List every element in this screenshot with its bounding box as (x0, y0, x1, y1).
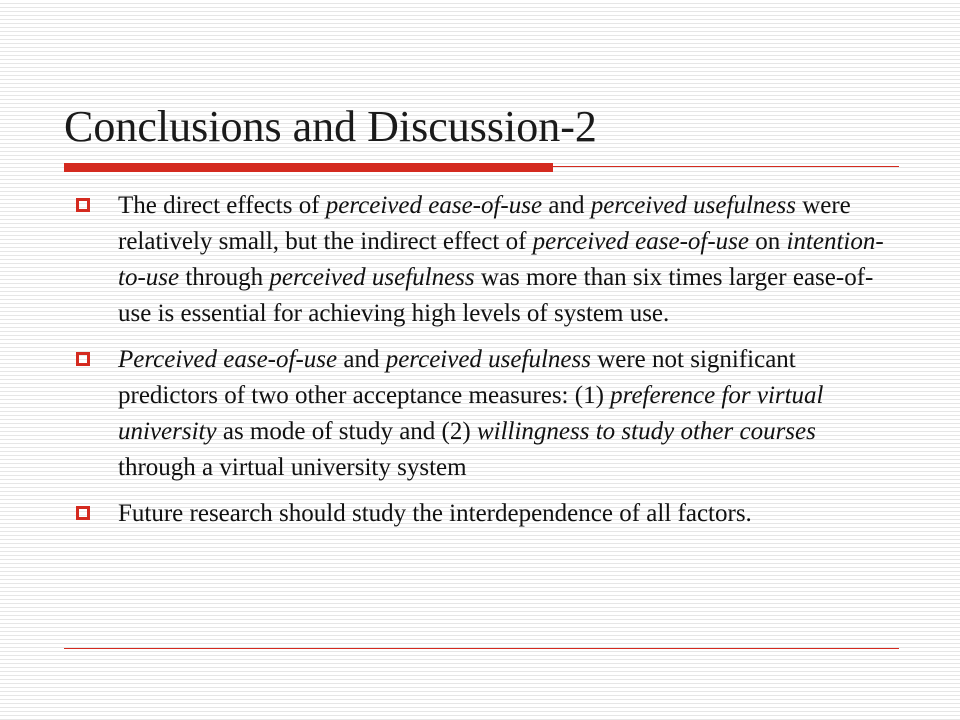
italic-term: perceived ease-of-use (532, 228, 749, 255)
text-segment: through a virtual university system (118, 454, 467, 481)
slide-title: Conclusions and Discussion-2 (64, 102, 597, 151)
text-segment: as mode of study and (2) (216, 418, 477, 445)
text-segment: through (179, 264, 270, 291)
title-underline-thin (553, 166, 899, 167)
footer-divider (64, 648, 899, 649)
text-segment: and (542, 192, 591, 219)
hollow-square-bullet-icon (76, 352, 90, 366)
hollow-square-bullet-icon (76, 506, 90, 520)
bullet-text (118, 346, 824, 481)
italic-term: perceived usefulness (385, 346, 591, 373)
text-segment: Future research should study the interdependence of all factors. (118, 500, 752, 527)
bullet-text (118, 500, 752, 527)
text-segment: on (749, 228, 787, 255)
bullet-text (118, 192, 884, 327)
bullet-list (72, 188, 892, 542)
title-underline-accent (64, 163, 553, 172)
bullet-item (72, 342, 892, 486)
italic-term: Perceived ease-of-use (118, 346, 338, 373)
italic-term: willingness to study other courses (476, 418, 816, 445)
text-segment: and (337, 346, 386, 373)
italic-term: perceived ease-of-use (325, 192, 543, 219)
bullet-item (72, 496, 892, 532)
italic-term: perceived usefulness (269, 264, 475, 291)
text-segment: The direct effects of (118, 192, 326, 219)
text-segment: were not significant predictors of two other acceptance measures: (1) (118, 346, 796, 409)
hollow-square-bullet-icon (76, 198, 90, 212)
italic-term: intention-to-use (118, 228, 884, 291)
italic-term: preference for virtual university (118, 382, 824, 445)
text-segment: was more than six times larger ease-of-use is essential for achieving high levels of system use. (118, 264, 874, 327)
italic-term: perceived usefulness (590, 192, 796, 219)
text-segment: were relatively small, but the indirect effect of (118, 192, 851, 255)
bullet-item (72, 188, 892, 332)
